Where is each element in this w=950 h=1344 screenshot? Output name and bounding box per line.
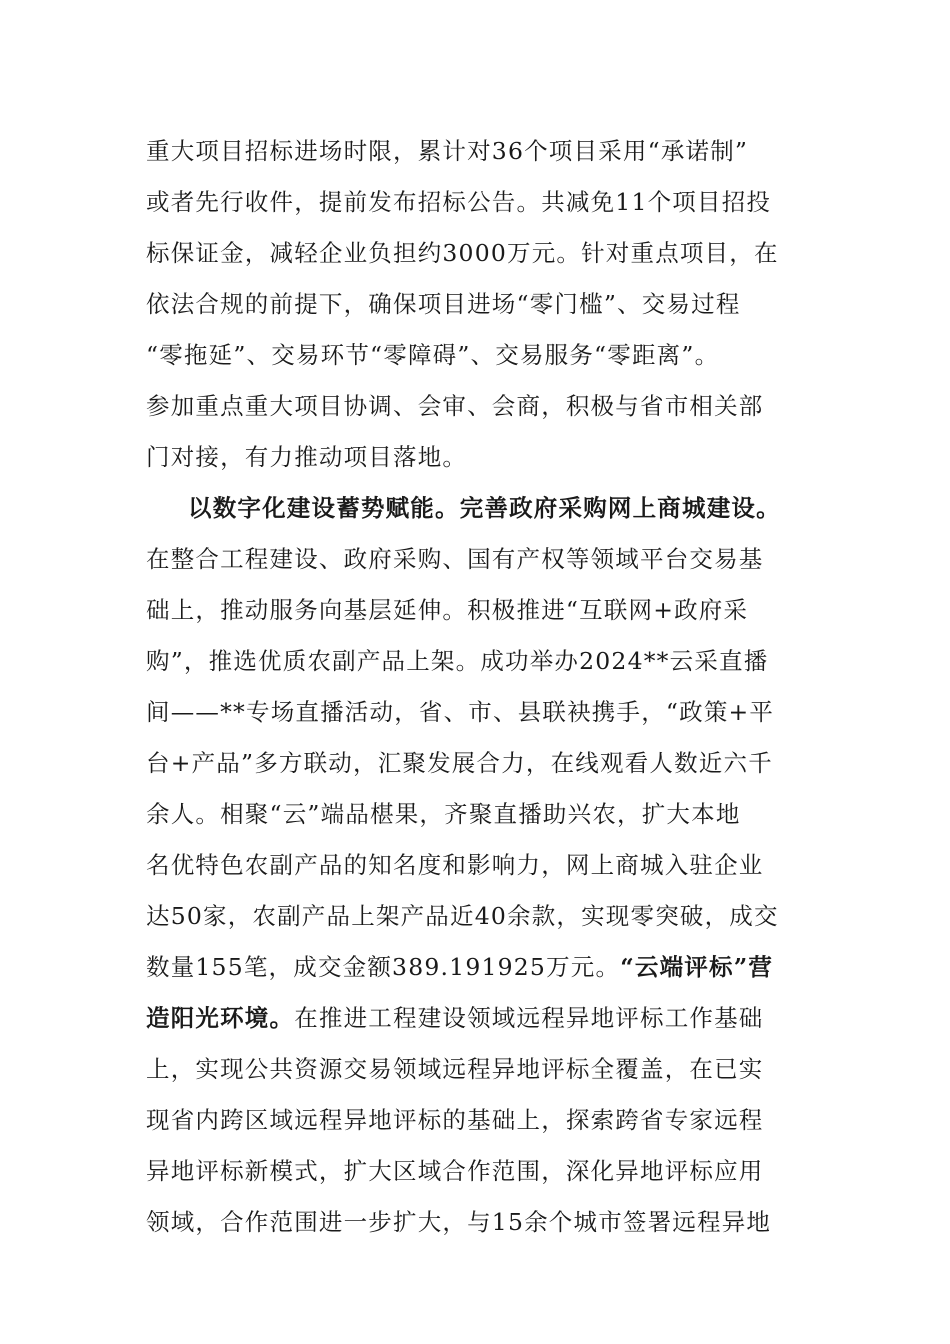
inline-heading: “云端评标”营 <box>620 953 774 981</box>
section-heading: 以数字化建设蓄势赋能。完善政府采购网上商城建设。 <box>188 494 781 522</box>
text-line: 在整合工程建设、政府采购、国有产权等领域平台交易基 <box>146 545 764 573</box>
text-line-with-heading <box>146 942 806 993</box>
text-line: 领域，合作范围进一步扩大，与15余个城市签署远程异地 <box>146 1208 772 1236</box>
text-line: 标保证金，减轻企业负担约3000万元。针对重点项目，在 <box>146 239 779 267</box>
document-body <box>146 126 806 1248</box>
text-line: 名优特色农副产品的知名度和影响力，网上商城入驻企业 <box>146 851 764 879</box>
text-line: 购”，推选优质农副产品上架。成功举办2024**云采直播 <box>146 647 769 675</box>
text-segment: 在推进工程建设领域远程异地评标工作基础 <box>294 1004 764 1032</box>
text-line: 余人。相聚“云”端品椹果，齐聚直播助兴农，扩大本地 <box>146 800 741 828</box>
inline-heading: 造阳光环境。 <box>146 1004 295 1032</box>
text-line: 达50家，农副产品上架产品近40余款，实现零突破，成交 <box>146 902 779 930</box>
text-line: “零拖延”、交易环节“零障碍”、交易服务“零距离”。 <box>146 341 720 369</box>
text-line: 重大项目招标进场时限，累计对36个项目采用“承诺制” <box>146 137 749 165</box>
text-line: 础上，推动服务向基层延伸。积极推进“互联网+政府采 <box>146 596 749 624</box>
text-segment: 数量155笔，成交金额389.191925万元。 <box>146 953 621 981</box>
text-line: 参加重点重大项目协调、会审、会商，积极与省市相关部 <box>146 392 764 420</box>
text-line: 门对接，有力推动项目落地。 <box>146 443 468 471</box>
text-line: 间——**专场直播活动，省、市、县联袂携手，“政策+平 <box>146 698 775 726</box>
text-line: 上，实现公共资源交易领域远程异地评标全覆盖，在已实 <box>146 1055 764 1083</box>
text-line: 或者先行收件，提前发布招标公告。共减免11个项目招投 <box>146 188 772 216</box>
text-line: 依法合规的前提下，确保项目进场“零门槛”、交易过程 <box>146 290 741 318</box>
text-line: 异地评标新模式，扩大区域合作范围，深化异地评标应用 <box>146 1157 764 1185</box>
text-line-with-heading <box>146 993 806 1044</box>
text-line: 台+产品”多方联动，汇聚发展合力，在线观看人数近六千 <box>146 749 773 777</box>
text-line: 现省内跨区域远程异地评标的基础上，探索跨省专家远程 <box>146 1106 764 1134</box>
